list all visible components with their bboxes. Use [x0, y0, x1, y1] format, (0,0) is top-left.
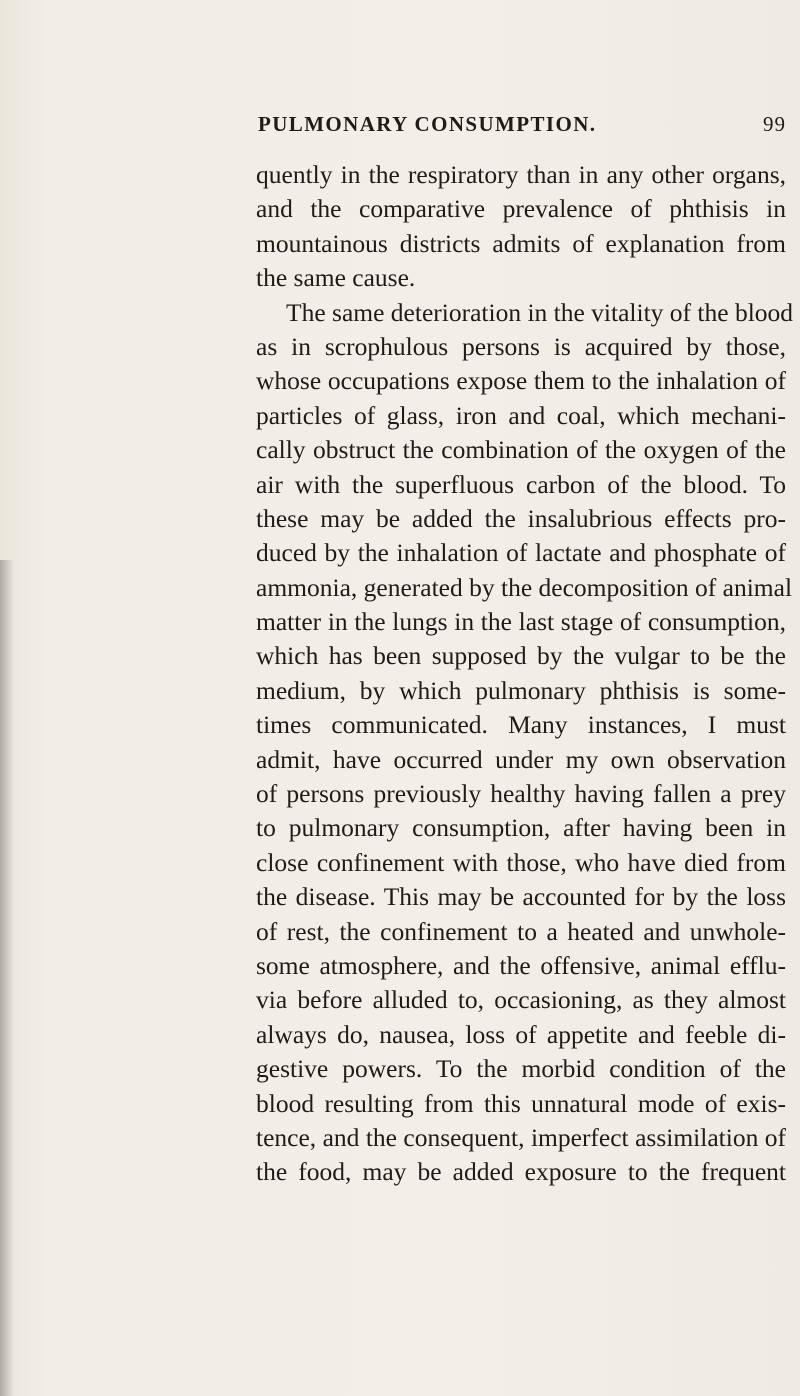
text-line: via before alluded to, occasioning, as they almost: [256, 985, 786, 1015]
text-line: medium, by which pulmonary phthisis is some-: [256, 675, 786, 705]
text-line: whose occupations expose them to the inhalation of: [256, 366, 786, 396]
text-line: cally obstruct the combination of the oxygen of the: [256, 435, 786, 465]
text-line: as in scrophulous persons is acquired by those,: [256, 331, 786, 361]
body-text: [256, 158, 794, 1190]
text-line: air with the superfluous carbon of the blood. To: [256, 469, 786, 499]
text-line: to pulmonary consumption, after having been in: [256, 813, 786, 843]
text-line: the same cause.: [256, 263, 416, 293]
text-line: of rest, the confinement to a heated and unwhole-: [256, 916, 786, 946]
page-number: 99: [763, 112, 786, 136]
text-line: particles of glass, iron and coal, which mechani-: [256, 400, 786, 430]
text-line: the disease. This may be accounted for by the loss: [256, 882, 786, 912]
text-line: which has been supposed by the vulgar to be the: [256, 641, 786, 671]
running-head: [258, 112, 786, 144]
text-line: tence, and the consequent, imperfect assimilation of: [256, 1122, 786, 1152]
text-line: the food, may be added exposure to the frequent: [256, 1157, 786, 1187]
text-line: admit, have occurred under my own observation: [256, 744, 786, 774]
text-line: The same deterioration in the vitality of the blood: [286, 297, 794, 327]
running-head-title: PULMONARY CONSUMPTION.: [258, 112, 597, 136]
text-line: times communicated. Many instances, I must: [256, 710, 786, 740]
page-gutter-shadow: [0, 560, 14, 1396]
text-line: ammonia, generated by the decomposition of animal: [256, 572, 793, 602]
text-line: matter in the lungs in the last stage of consumption,: [256, 607, 786, 637]
text-line: mountainous districts admits of explanation from: [256, 228, 786, 258]
text-line: blood resulting from this unnatural mode of exis-: [256, 1088, 786, 1118]
text-line: some atmosphere, and the offensive, animal efflu-: [256, 950, 786, 980]
text-line: of persons previously healthy having fallen a prey: [256, 779, 786, 809]
text-line: always do, nausea, loss of appetite and feeble di-: [256, 1019, 786, 1049]
text-line: and the comparative prevalence of phthisis in: [256, 194, 786, 224]
text-line: quently in the respiratory than in any other organs,: [256, 160, 786, 189]
text-line: duced by the inhalation of lactate and phosphate of: [256, 538, 786, 568]
text-line: gestive powers. To the morbid condition of the: [256, 1054, 786, 1084]
text-line: close confinement with those, who have died from: [256, 847, 786, 877]
text-line: these may be added the insalubrious effects pro-: [256, 503, 786, 533]
